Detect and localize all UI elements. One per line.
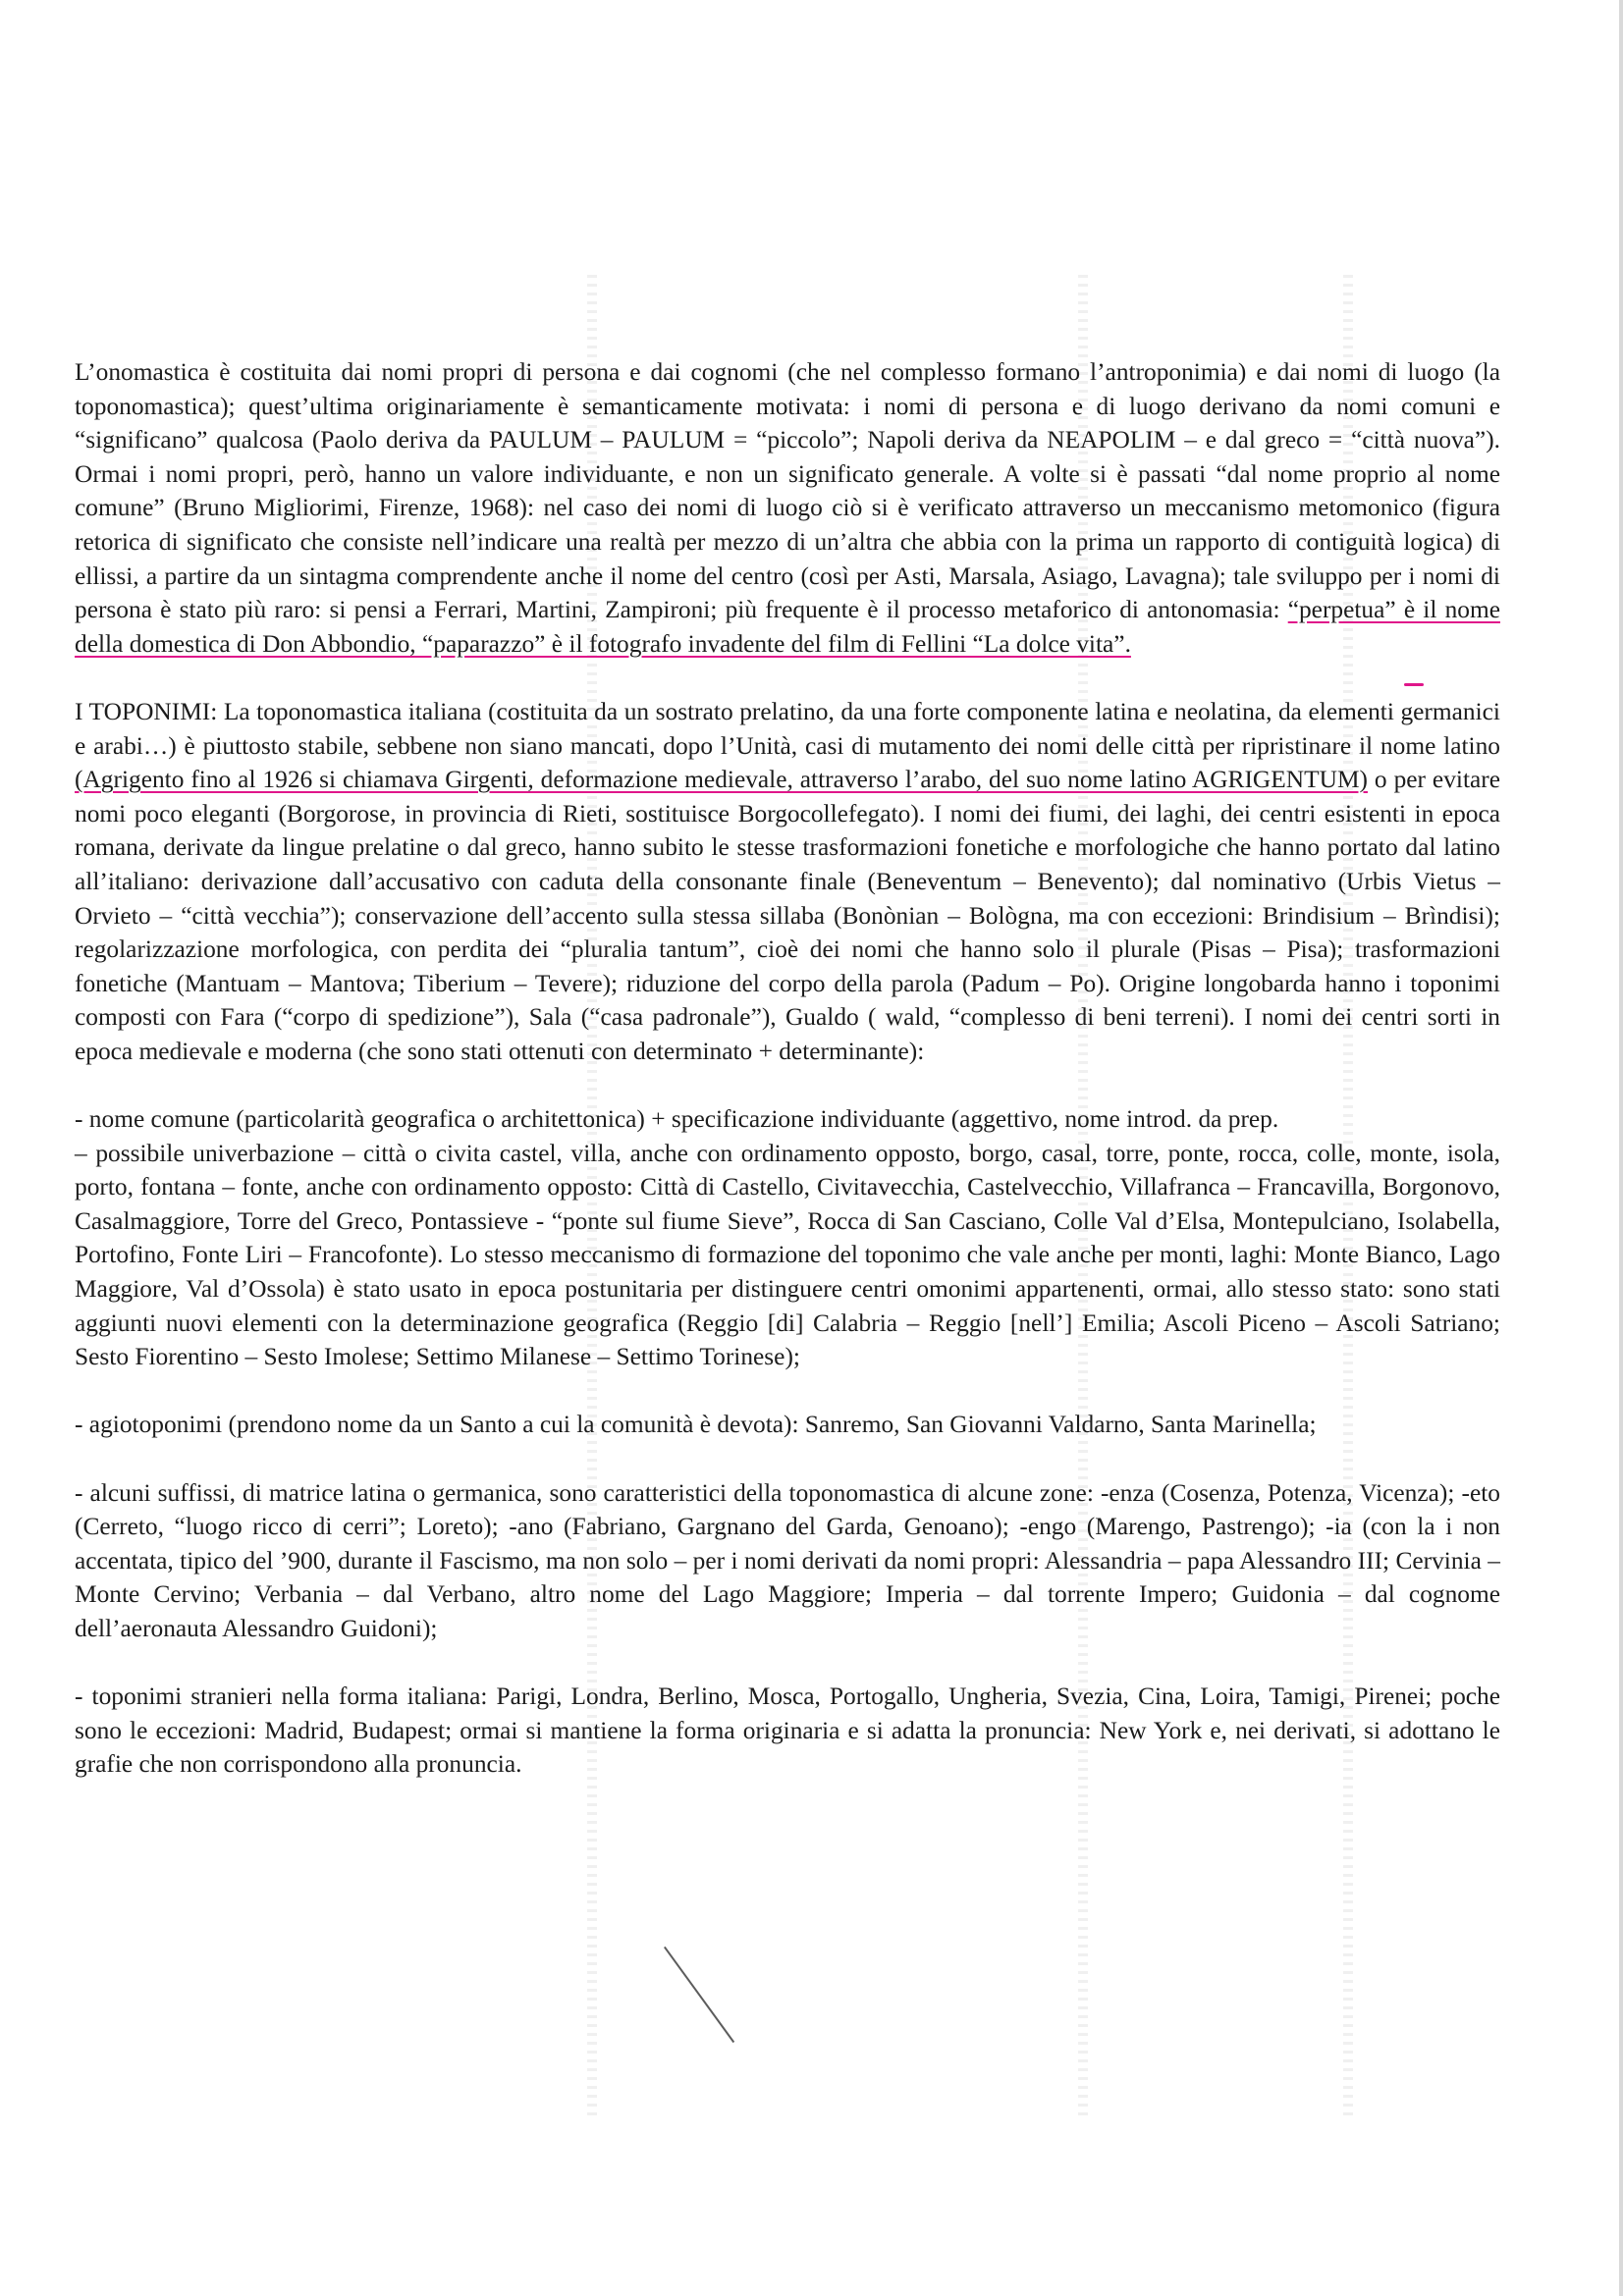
scan-edge [1619,0,1623,2296]
paragraph-toponimi [75,695,1500,1069]
underlined-antonomasia: “perpetua” è il nome della domestica di Don Abbondio, “paparazzo” è il fotografo invadente del film di Fellini “La dolce vita”. [75,596,1500,658]
univerbazione-text: – possibile univerbazione – città o civita castel, villa, anche con ordinamento opposto, borgo, casal, torre, ponte, rocca, colle, monte, isola, porto, fontana – fonte, anche con ordinamento opposto: Città di Castello, Civitavecchia, Castelvecchio, Villafranca – Francavilla, Borgonovo, Casalmaggiore, Torre del Greco, Pontassieve - “ponte sul fiume Sieve”, Rocca di San Casciano, Colle Val d’Elsa, Montepulciano, Isolabella, Portofino, Fonte Liri – Francofonte). Lo stesso meccanismo di formazione del toponimo che vale anche per monti, laghi: Monte Bianco, Lago Maggiore, Val d’Ossola) è stato usato in epoca postunitaria per distinguere centri omonimi appartenenti, ormai, allo stesso stato: sono stati aggiunti nuovi elementi con la determinazione geografica (Reggio [di] Calabria – Reggio [nell’] Emilia; Ascoli Piceno – Ascoli Satriano; Sesto Fiorentino – Sesto Imolese; Settimo Milanese – Settimo Torinese); [75,1139,1500,1371]
document-body [75,355,1500,1816]
underlined-agrigento: (Agrigento fino al 1926 si chiamava Girgenti, deformazione medievale, attraverso l’arabo, del suo nome latino AGRIGENTUM) [75,766,1368,794]
toponimi-text-start: I TOPONIMI: La toponomastica italiana (costituita da un sostrato prelatino, da una forte componente latina e neolatina, da elementi germanici e arabi…) è piuttosto stabile, sebbene non siano mancati, dopo l’Unità, casi di mutamento dei nomi delle città per ripristinare il nome latino [75,697,1500,760]
agiotoponimi-text: - agiotoponimi (prendono nome da un Santo a cui la comunità è devota): Sanremo, San Giovanni Valdarno, Santa Marinella; [75,1411,1317,1439]
pen-stroke [664,1947,734,2043]
paragraph-nome-comune [75,1102,1500,1137]
paragraph-intro [75,355,1500,661]
paragraph-stranieri [75,1680,1500,1782]
pen-mark [1404,683,1424,686]
suffissi-text: - alcuni suffissi, di matrice latina o germanica, sono caratteristici della toponomastica di alcune zone: -enza (Cosenza, Potenza, Vicenza); -eto (Cerreto, “luogo ricco di cerri”; Loreto); -ano (Fabriano, Gargnano del Garda, Genoano); -engo (Marengo, Pastrengo); -ia (con la i non accentata, tipico del ’900, durante il Fascismo, ma non solo – per i nomi derivati da nomi propri: Alessandria – papa Alessandro III; Cervinia – Monte Cervino; Verbania – dal Verbano, altro nome del Lago Maggiore; Imperia – dal torrente Impero; Guidonia – dal cognome dell’aeronauta Alessandro Guidoni); [75,1478,1500,1642]
intro-text: L’onomastica è costituita dai nomi propri di persona e dai cognomi (che nel complesso formano l’antroponimia) e dai nomi di luogo (la toponomastica); quest’ultima originariamente è semanticamente motivata: i nomi di persona e di luogo derivano da nomi comuni e “significano” qualcosa (Paolo deriva da PAULUM – PAULUM = “piccolo”; Napoli deriva da NEAPOLIM – e dal greco = “città nuova”). Ormai i nomi propri, però, hanno un valore individuante, e non un significato generale. A volte si è passati “dal nome proprio al nome comune” (Bruno Migliorimi, Firenze, 1968): nel caso dei nomi di luogo ciò si è verificato attraverso un meccanismo metomonico (figura retorica di significato che consiste nell’indicare una realtà per mezzo di un’altra che abbia con la prima un rapporto di contiguità logica) di ellissi, a partire da un sintagma comprendente anche il nome del centro (così per Asti, Marsala, Asiago, Lavagna); tale sviluppo per i nomi di persona è stato più raro: si pensi a Ferrari, Martini, Zampironi; più frequente è il processo metaforico di antonomasia: [75,358,1500,624]
stranieri-text: - toponimi stranieri nella forma italiana: Parigi, Londra, Berlino, Mosca, Portogallo, Ungheria, Svezia, Cina, Loira, Tamigi, Pirenei; poche sono le eccezioni: Madrid, Budapest; ormai si mantiene la forma originaria e si adatta la pronuncia: New York e, nei derivati, si adottano le grafie che non corrispondono alla pronuncia. [75,1682,1500,1779]
paragraph-agiotoponimi [75,1408,1500,1442]
paragraph-univerbazione [75,1137,1500,1374]
toponimi-text-end: o per evitare nomi poco eleganti (Borgorose, in provincia di Rieti, sostituisce Borgocollefegato). I nomi dei fiumi, dei laghi, dei centri esistenti in epoca romana, derivate da lingue prelatine o dal greco, hanno subito le stesse trasformazioni fonetiche e morfologiche che hanno portato dal latino all’italiano: derivazione dall’accusativo con caduta della consonante finale (Beneventum – Benevento); dal nominativo (Urbis Vietus – Orvieto – “città vecchia”); conservazione dell’accento sulla stessa sillaba (Bonònian – Bològna, ma con eccezioni: Brindisium – Brìndisi); regolarizzazione morfologica, con perdita dei “pluralia tantum”, cioè dei nomi che hanno solo il plurale (Pisas – Pisa); trasformazioni fonetiche (Mantuam – Mantova; Tiberium – Tevere); riduzione del corpo della parola (Padum – Po). Origine longobarda hanno i toponimi composti con Fara (“corpo di spedizione”), Sala (“casa padronale”), Gualdo ( wald, “complesso di beni terreni). I nomi dei centri sorti in epoca medievale e moderna (che sono stati ottenuti con determinato + determinante): [75,766,1500,1065]
paragraph-suffissi [75,1476,1500,1646]
nome-comune-text: - nome comune (particolarità geografica o architettonica) + specificazione individuante (aggettivo, nome introd. da prep. [75,1105,1279,1134]
